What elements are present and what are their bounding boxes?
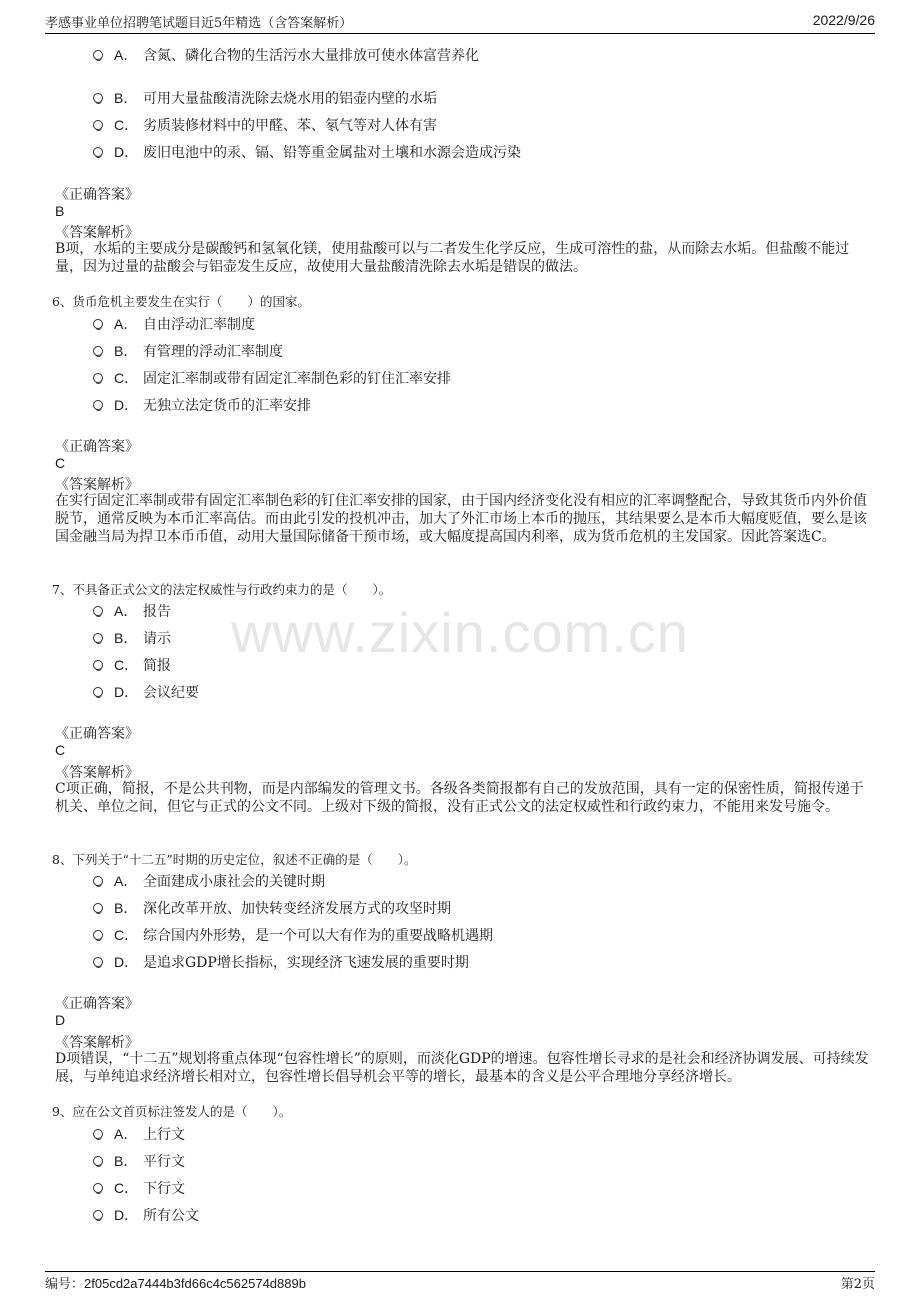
option-text: 固定汇率制或带有固定汇率制色彩的钉住汇率安排: [143, 371, 451, 387]
page-header: [45, 12, 875, 32]
radio-button-icon[interactable]: [93, 903, 103, 913]
radio-button-icon[interactable]: [93, 120, 103, 130]
option-letter: A．: [114, 316, 138, 332]
radio-button-icon[interactable]: [93, 50, 103, 60]
radio-button-icon[interactable]: [93, 1183, 103, 1193]
q8-analysis-label: 《答案解析》: [55, 1035, 139, 1051]
q6-analysis-label: 《答案解析》: [55, 477, 139, 493]
document-code: [45, 1273, 306, 1292]
radio-button-icon[interactable]: [93, 606, 103, 616]
document-title: 孝感事业单位招聘笔试题目近5年精选（含答案解析）: [45, 16, 353, 31]
q7-analysis-label: 《答案解析》: [55, 765, 139, 781]
header-divider: [45, 33, 875, 34]
option-letter: D．: [114, 397, 139, 413]
page-footer: [45, 1273, 875, 1293]
radio-button-icon[interactable]: [93, 93, 103, 103]
q8-correct-label: 《正确答案》: [55, 996, 139, 1012]
option-letter: A．: [114, 603, 138, 619]
radio-button-icon[interactable]: [93, 400, 103, 410]
radio-button-icon[interactable]: [93, 147, 103, 157]
option-letter: D．: [114, 684, 139, 700]
option-text: 自由浮动汇率制度: [143, 317, 255, 333]
option-text: 可用大量盐酸清洗除去烧水用的铝壶内壁的水垢: [143, 91, 437, 107]
option-letter: C．: [114, 117, 139, 133]
option-text: 无独立法定货币的汇率安排: [143, 398, 311, 414]
option-letter: C．: [114, 1180, 139, 1196]
q6-correct-label: 《正确答案》: [55, 439, 139, 455]
q6-answer: C: [55, 455, 66, 471]
document-code-value: 2f05cd2a7444b3fd66c4c562574d889b: [84, 1276, 306, 1291]
option-letter: A．: [114, 873, 138, 889]
radio-button-icon[interactable]: [93, 1129, 103, 1139]
q6-question: 6、货币危机主要发生在实行（ ）的国家。: [52, 294, 310, 309]
option-letter: B．: [114, 630, 138, 646]
option-text: 下行文: [143, 1181, 185, 1197]
option-letter: C．: [114, 370, 139, 386]
option-letter: A．: [114, 1126, 138, 1142]
footer-divider: [45, 1271, 875, 1272]
option-text: 劣质装修材料中的甲醛、苯、氡气等对人体有害: [143, 118, 437, 134]
option-text: 会议纪要: [143, 685, 199, 701]
radio-button-icon[interactable]: [93, 930, 103, 940]
option-text: 上行文: [143, 1127, 185, 1143]
q9-question: 9、应在公文首页标注签发人的是（ ）。: [52, 1104, 292, 1119]
option-text: 报告: [143, 604, 171, 620]
q8-answer: D: [55, 1012, 66, 1028]
option-text: 废旧电池中的汞、镉、铅等重金属盐对土壤和水源会造成污染: [143, 145, 521, 161]
document-code-label: 编号：: [45, 1277, 85, 1292]
page-number: 第2页: [840, 1277, 875, 1292]
radio-button-icon[interactable]: [93, 346, 103, 356]
radio-button-icon[interactable]: [93, 1156, 103, 1166]
option-letter: C．: [114, 657, 139, 673]
option-letter: D．: [114, 1207, 139, 1223]
option-letter: D．: [114, 144, 139, 160]
option-text: 综合国内外形势，是一个可以大有作为的重要战略机遇期: [143, 928, 493, 944]
option-text: 简报: [143, 658, 171, 674]
option-letter: B．: [114, 900, 138, 916]
option-text: 是追求GDP增长指标，实现经济飞速发展的重要时期: [143, 955, 469, 971]
option-letter: B．: [114, 343, 138, 359]
option-letter: A．: [114, 47, 138, 63]
option-text: 有管理的浮动汇率制度: [143, 344, 283, 360]
option-letter: D．: [114, 954, 139, 970]
radio-button-icon[interactable]: [93, 633, 103, 643]
option-letter: B．: [114, 1153, 138, 1169]
radio-button-icon[interactable]: [93, 687, 103, 697]
radio-button-icon[interactable]: [93, 1210, 103, 1220]
q8-question: 8、下列关于“十二五”时期的历史定位，叙述不正确的是（ ）。: [52, 852, 417, 867]
radio-button-icon[interactable]: [93, 957, 103, 967]
option-text: 所有公文: [143, 1208, 199, 1224]
q7-question: 7、不具备正式公文的法定权威性与行政约束力的是（ ）。: [52, 582, 392, 597]
q5-correct-label: 《正确答案》: [55, 187, 139, 203]
q6-analysis-text: 在实行固定汇率制或带有固定汇率制色彩的钉住汇率安排的国家，由于国内经济变化没有相应的汇率调整配合，导致其货币内外价值脱节，通常反映为本币汇率高估。而由此引发的投机冲击，加大了外汇市场上本币的抛压，其结果要么是本币大幅度贬值，要么是该国金融当局为捍卫本币币值，动用大量国际储备干预市场，或大幅度提高国内利率，成为货币危机的主发国家。因此答案选C。: [55, 493, 867, 545]
option-text: 深化改革开放、加快转变经济发展方式的攻坚时期: [143, 901, 451, 917]
option-letter: C．: [114, 927, 139, 943]
q8-analysis-text: D项错误，“十二五”规划将重点体现“包容性增长”的原则，而淡化GDP的增速。包容性增长寻求的是社会和经济协调发展、可持续发展，与单纯追求经济增长相对立，包容性增长倡导机会平等的增长，最基本的含义是公平合理地分享经济增长。: [55, 1051, 869, 1085]
option-text: 平行文: [143, 1154, 185, 1170]
radio-button-icon[interactable]: [93, 319, 103, 329]
q7-answer: C: [55, 742, 66, 758]
q5-analysis-text: B项，水垢的主要成分是碳酸钙和氢氧化镁，使用盐酸可以与二者发生化学反应，生成可溶性的盐，从而除去水垢。但盐酸不能过量，因为过量的盐酸会与铝壶发生反应，故使用大量盐酸清洗除去水垢是错误的做法。: [55, 241, 850, 275]
radio-button-icon[interactable]: [93, 373, 103, 383]
q7-correct-label: 《正确答案》: [55, 726, 139, 742]
radio-button-icon[interactable]: [93, 876, 103, 886]
q7-analysis-text: C项正确，简报，不是公共刊物，而是内部编发的管理文书。各级各类简报都有自己的发放范围，具有一定的保密性质，简报传递于机关、单位之间，但它与正式的公文不同。上级对下级的简报，没有正式公文的法定权威性和行政约束力，不能用来发号施令。: [55, 781, 864, 815]
option-letter: B．: [114, 90, 138, 106]
option-text: 全面建成小康社会的关键时期: [143, 874, 325, 890]
option-text: 请示: [143, 631, 171, 647]
watermark: www.zixin.com.cn: [231, 601, 689, 664]
document-date: 2022/9/26: [812, 12, 875, 28]
radio-button-icon[interactable]: [93, 660, 103, 670]
q5-analysis-label: 《答案解析》: [55, 225, 139, 241]
option-text: 含氮、磷化合物的生活污水大量排放可使水体富营养化: [143, 48, 479, 64]
q5-answer: B: [55, 203, 65, 219]
